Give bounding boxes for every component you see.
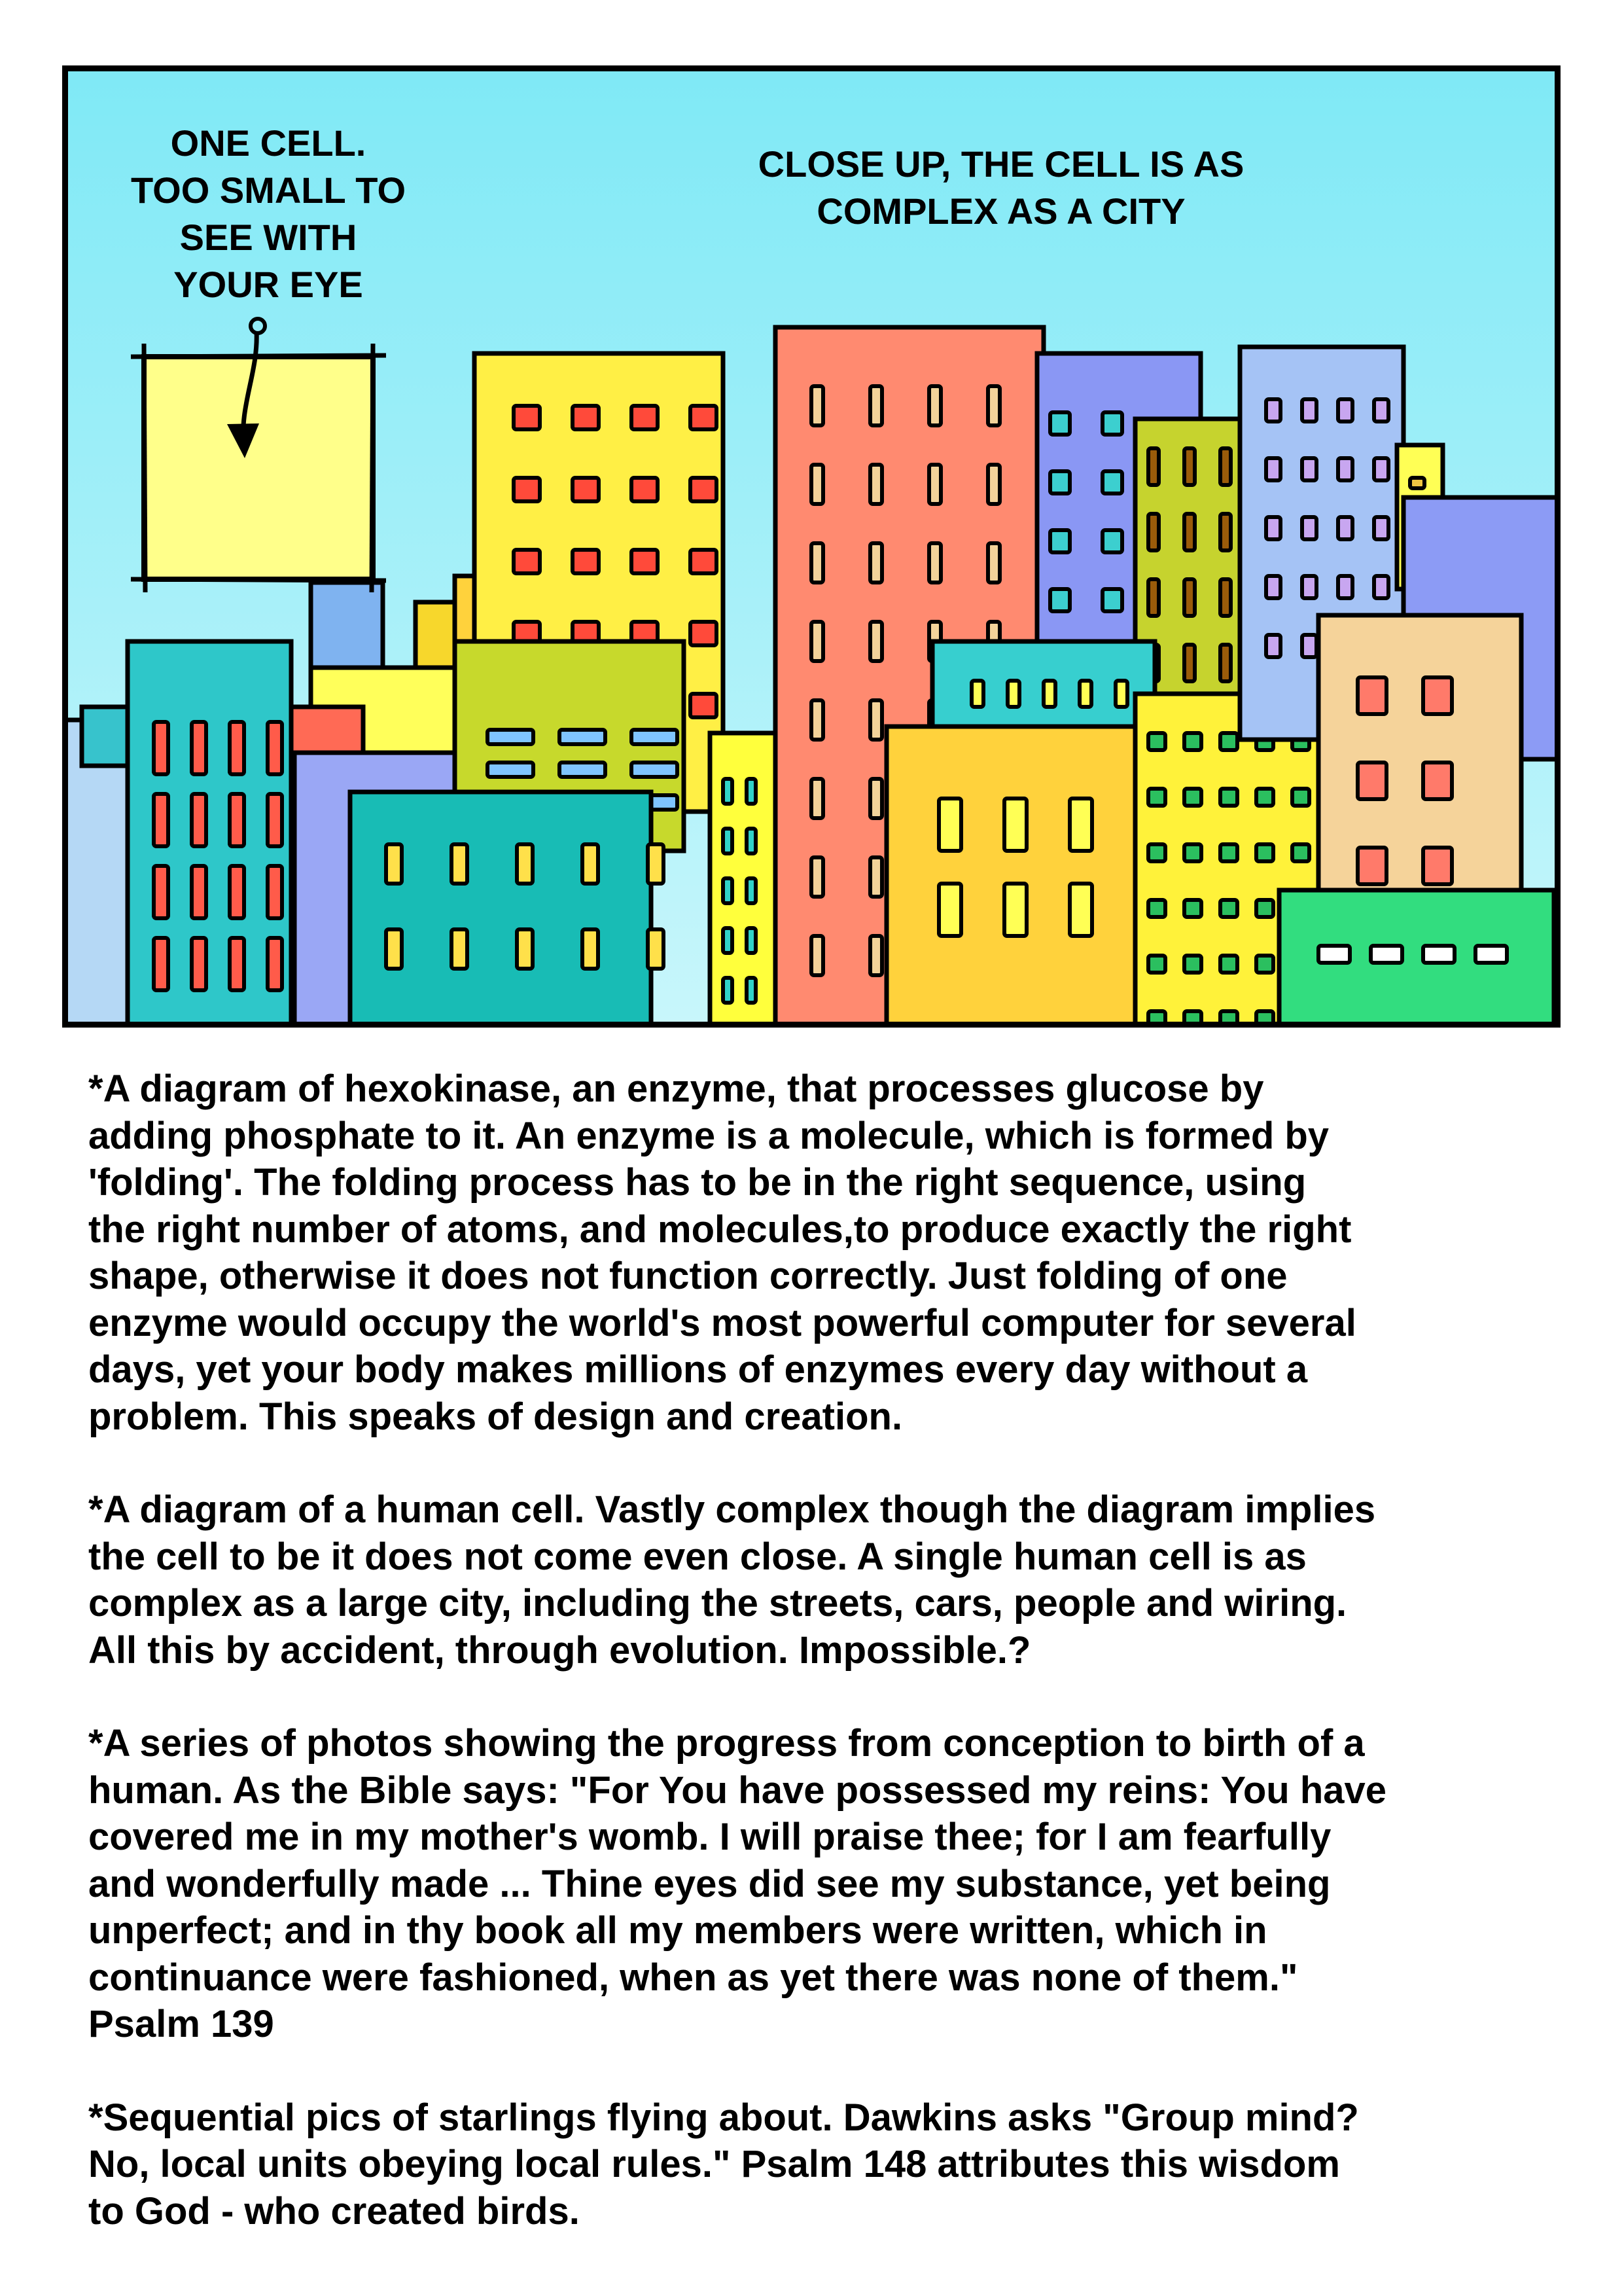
window <box>870 857 882 897</box>
window <box>747 829 756 853</box>
window <box>747 928 756 953</box>
window <box>631 730 677 744</box>
window <box>1266 576 1280 598</box>
window <box>1266 635 1280 657</box>
paragraph-hexokinase: *A diagram of hexokinase, an enzyme, that processes glucose by adding phosphate to it. An enzyme is a molecule, which is formed by 'folding'. The folding process has to be in the right sequence, using the right number of atoms, and molecules,to produce exactly the right shape, otherwise it does not function correctly. Just folding of one enzyme would occupy the world's most powerful computer for several days, yet your body makes millions of enzymes every day without a problem. This speaks of design and creation. <box>88 1067 1356 1438</box>
window <box>1103 589 1122 611</box>
window <box>811 936 823 975</box>
window <box>1044 681 1055 707</box>
window <box>1184 579 1195 616</box>
window <box>1266 399 1280 422</box>
window <box>230 938 244 990</box>
window <box>988 543 1000 583</box>
window <box>1148 900 1165 917</box>
window <box>573 406 599 429</box>
window <box>1220 733 1237 750</box>
window <box>1374 517 1388 539</box>
window <box>154 866 168 918</box>
window <box>573 478 599 501</box>
window <box>1148 733 1165 750</box>
window <box>1184 448 1195 485</box>
window <box>811 543 823 583</box>
window <box>1103 412 1122 435</box>
window <box>268 794 282 846</box>
window <box>1374 576 1388 598</box>
window <box>1302 576 1316 598</box>
window <box>631 406 658 429</box>
window <box>1266 458 1280 480</box>
window <box>1256 789 1273 806</box>
window <box>1292 789 1309 806</box>
window <box>1292 844 1309 861</box>
window <box>723 928 732 953</box>
window <box>929 386 941 425</box>
window <box>870 700 882 740</box>
window <box>1148 844 1165 861</box>
window <box>1358 762 1386 799</box>
window <box>1116 681 1127 707</box>
window <box>268 938 282 990</box>
window <box>631 762 677 777</box>
window <box>1302 399 1316 422</box>
window <box>582 844 598 884</box>
window <box>1008 681 1019 707</box>
window <box>939 798 961 851</box>
window <box>386 929 402 969</box>
window <box>1374 399 1388 422</box>
window <box>811 465 823 504</box>
window <box>1220 844 1237 861</box>
window <box>514 406 540 429</box>
window <box>1423 848 1452 884</box>
window <box>723 878 732 903</box>
window <box>154 794 168 846</box>
window <box>268 722 282 774</box>
window <box>811 622 823 661</box>
window <box>870 622 882 661</box>
window <box>870 543 882 583</box>
building-12 <box>350 792 651 1025</box>
window <box>451 929 467 969</box>
window <box>192 722 206 774</box>
window <box>1220 956 1237 973</box>
window <box>1050 471 1070 493</box>
window <box>1103 471 1122 493</box>
window <box>386 844 402 884</box>
cell-square-group <box>131 344 386 592</box>
window <box>1184 844 1201 861</box>
window <box>988 386 1000 425</box>
cell-square <box>144 357 373 579</box>
window <box>573 550 599 573</box>
window <box>690 550 716 573</box>
window <box>154 938 168 990</box>
window <box>514 478 540 501</box>
window <box>192 794 206 846</box>
window <box>1148 514 1159 550</box>
window <box>1423 946 1455 963</box>
window <box>1050 589 1070 611</box>
window <box>1302 635 1316 657</box>
window <box>1184 789 1201 806</box>
caption-city: CLOSE UP, THE CELL IS AS COMPLEX AS A CITY <box>758 143 1244 232</box>
window <box>811 386 823 425</box>
window <box>648 844 663 884</box>
window <box>648 929 663 969</box>
window <box>1050 530 1070 552</box>
window <box>1266 517 1280 539</box>
window <box>690 694 716 717</box>
window <box>1302 458 1316 480</box>
window <box>1220 448 1231 485</box>
window <box>870 465 882 504</box>
window <box>1184 514 1195 550</box>
window <box>1410 478 1424 488</box>
window <box>1423 762 1452 799</box>
window <box>723 779 732 804</box>
window <box>1184 956 1201 973</box>
window <box>1184 733 1201 750</box>
window <box>811 779 823 818</box>
window <box>747 978 756 1003</box>
window <box>1423 677 1452 714</box>
window <box>1256 956 1273 973</box>
body-text <box>88 1066 1567 2281</box>
window <box>1475 946 1507 963</box>
window <box>154 722 168 774</box>
window <box>690 622 716 645</box>
window <box>929 465 941 504</box>
window <box>870 936 882 975</box>
window <box>1220 900 1237 917</box>
window <box>972 681 983 707</box>
window <box>631 550 658 573</box>
window <box>1184 900 1201 917</box>
window <box>939 884 961 936</box>
window <box>870 386 882 425</box>
window <box>747 878 756 903</box>
window <box>1220 579 1231 616</box>
window <box>1220 514 1231 550</box>
window <box>192 866 206 918</box>
window <box>1302 517 1316 539</box>
window <box>1148 789 1165 806</box>
window <box>690 478 716 501</box>
window <box>1148 956 1165 973</box>
window <box>631 478 658 501</box>
window <box>1358 848 1386 884</box>
window <box>487 762 533 777</box>
caption-one-cell: ONE CELL. TOO SMALL TO SEE WITH YOUR EYE <box>130 122 406 305</box>
window <box>1338 399 1352 422</box>
window <box>1318 946 1350 963</box>
window <box>1338 458 1352 480</box>
window <box>870 779 882 818</box>
window <box>230 794 244 846</box>
paragraph-human-cell: *A diagram of a human cell. Vastly complex though the diagram implies the cell to be it does not come even close. A single human cell is as complex as a large city, including the streets, cars, people and wiring. All this by accident, through evolution. Impossible.? <box>88 1488 1376 1672</box>
paragraph-starlings: *Sequential pics of starlings flying about. Dawkins asks "Group mind? No, local units obeying local rules." Psalm 148 attributes this wisdom to God - who created birds. <box>88 2096 1359 2233</box>
window <box>1371 946 1402 963</box>
window <box>559 730 605 744</box>
window <box>723 829 732 853</box>
window <box>1148 579 1159 616</box>
window <box>514 550 540 573</box>
window <box>1184 645 1195 681</box>
window <box>230 722 244 774</box>
window <box>1080 681 1091 707</box>
window <box>1070 884 1092 936</box>
window <box>230 866 244 918</box>
window <box>1220 645 1231 681</box>
window <box>723 978 732 1003</box>
window <box>517 929 533 969</box>
window <box>559 762 605 777</box>
window <box>1070 798 1092 851</box>
window <box>1374 458 1388 480</box>
window <box>747 779 756 804</box>
window <box>1256 844 1273 861</box>
window <box>192 938 206 990</box>
window <box>1338 517 1352 539</box>
window <box>487 730 533 744</box>
window <box>1004 884 1027 936</box>
window <box>988 465 1000 504</box>
window <box>1220 789 1237 806</box>
window <box>268 866 282 918</box>
window <box>1338 576 1352 598</box>
window <box>1004 798 1027 851</box>
window <box>1256 900 1273 917</box>
window <box>690 406 716 429</box>
window <box>1148 448 1159 485</box>
window <box>1358 677 1386 714</box>
window <box>517 844 533 884</box>
window <box>811 700 823 740</box>
paragraph-conception: *A series of photos showing the progress from conception to birth of a human. As the Bible says: "For You have possessed my reins: You have covered me in my mother's womb. I will praise thee; for I am fearfully and wonderfully made ... Thine eyes did see my substance, yet being unperfect; and in thy book all my members were written, which in continuance were fashioned, when as yet there was none of them." Psalm 139 <box>88 1722 1387 2045</box>
window <box>451 844 467 884</box>
window <box>1103 530 1122 552</box>
window <box>929 543 941 583</box>
window <box>582 929 598 969</box>
window <box>811 857 823 897</box>
building-18 <box>887 726 1161 1025</box>
window <box>1050 412 1070 435</box>
